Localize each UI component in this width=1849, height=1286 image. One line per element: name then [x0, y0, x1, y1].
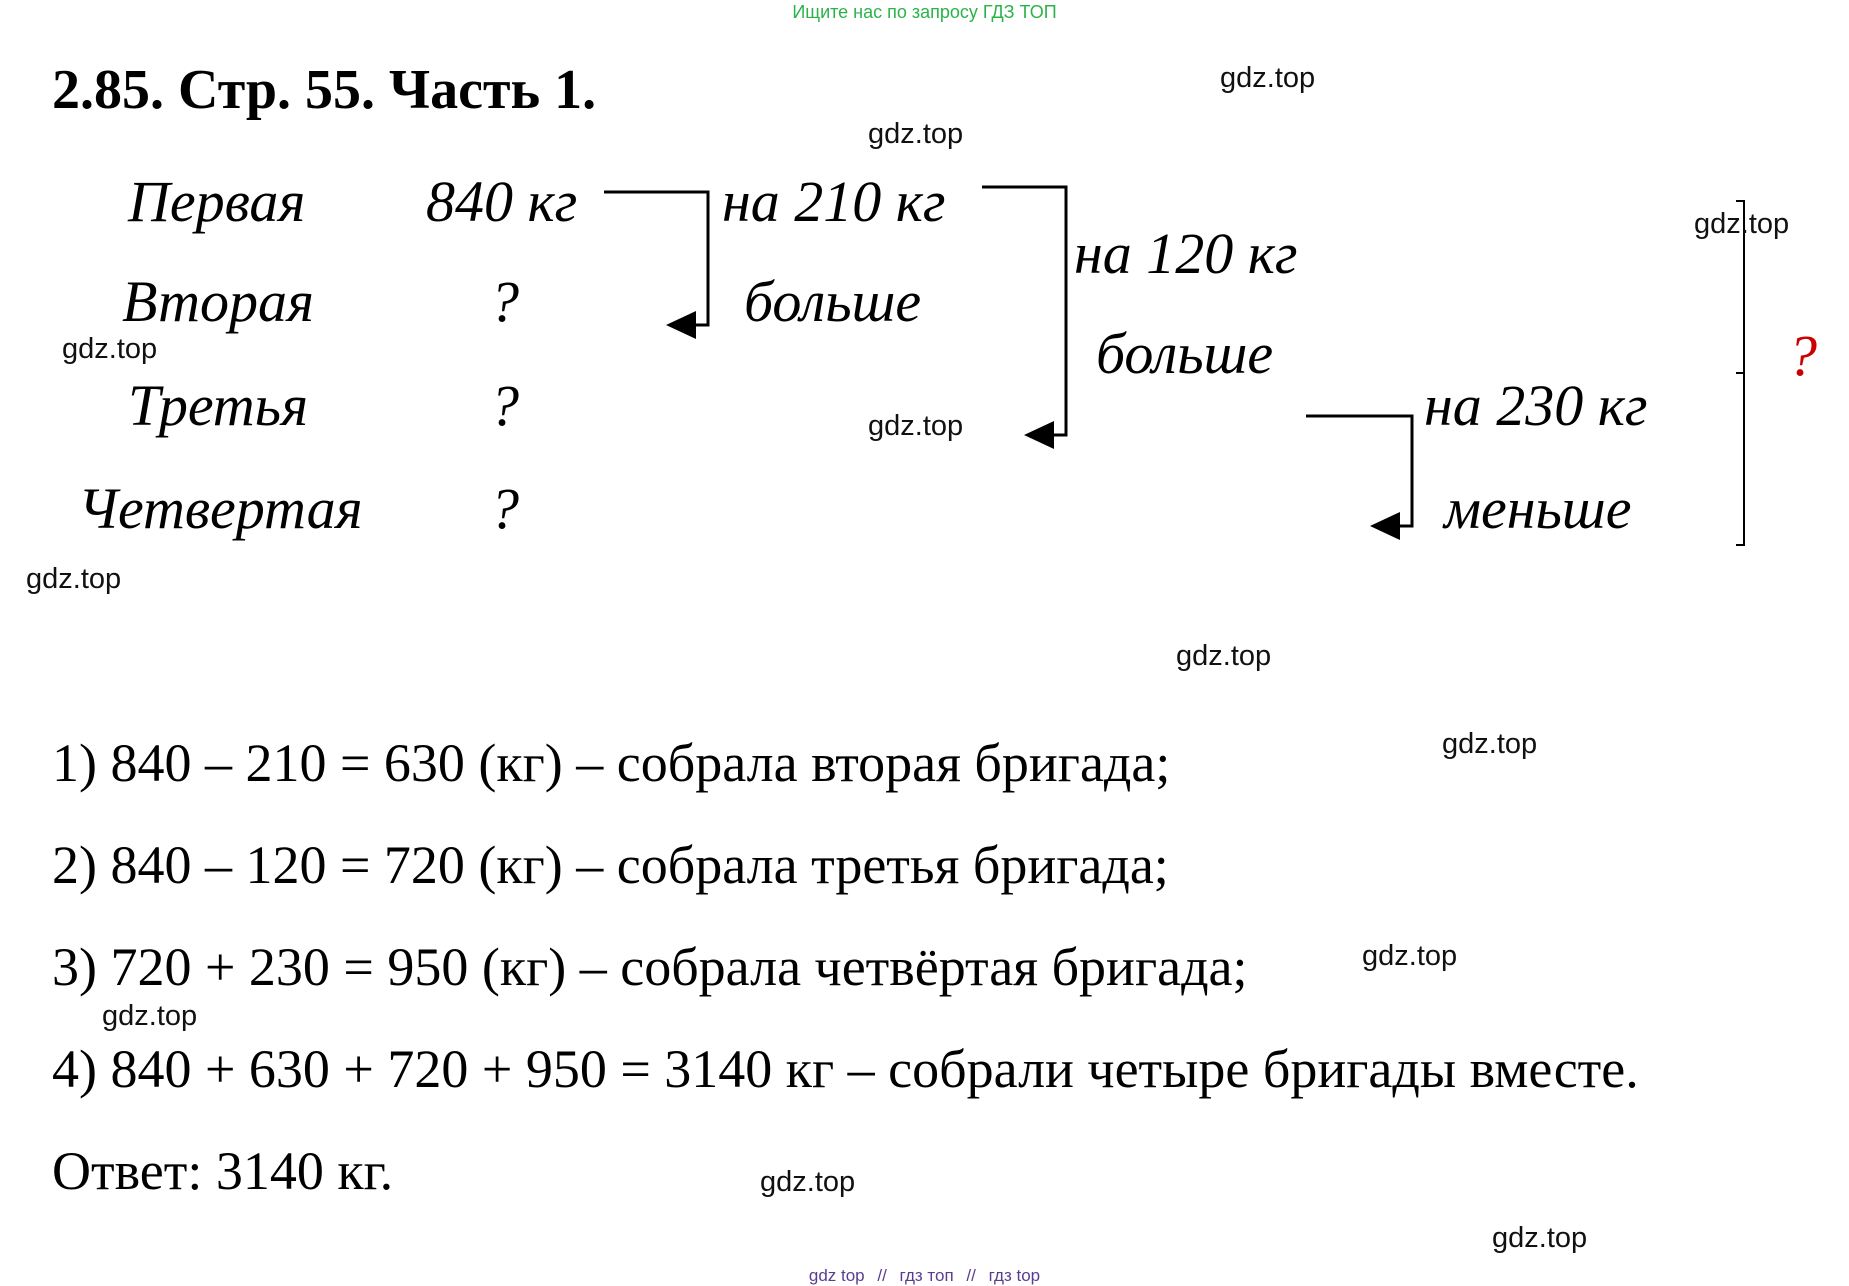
watermark: gdz.top [62, 333, 158, 365]
arrow-line-2 [982, 187, 1066, 435]
solution-step-2: 2) 840 – 120 = 720 (кг) – собрала третья бригада; [52, 835, 1169, 895]
solution-step-1: 1) 840 – 210 = 630 (кг) – собрала вторая бригада; [52, 733, 1171, 793]
watermark: gdz.top [1220, 62, 1316, 94]
arrow-line-1 [604, 192, 708, 325]
answer-line: Ответ: 3140 кг. [52, 1141, 394, 1201]
watermark: gdz.top [1362, 940, 1458, 972]
watermark: gdz.top [1442, 728, 1538, 760]
arrow-head-1 [666, 311, 696, 339]
relation-3-word: меньше [1444, 476, 1632, 541]
top-banner: Ищите нас по запросу ГДЗ ТОП [792, 2, 1057, 22]
bottom-link-separator: // [966, 1266, 976, 1285]
bottom-link-separator: // [877, 1266, 887, 1285]
total-question-mark: ? [1788, 323, 1817, 388]
watermark: gdz.top [1694, 208, 1790, 240]
relation-3-amount: на 230 кг [1424, 373, 1648, 438]
watermark: gdz.top [868, 118, 964, 150]
solution-step-4: 4) 840 + 630 + 720 + 950 = 3140 кг – собрали четыре бригады вместе. [52, 1039, 1639, 1099]
watermark: gdz.top [1492, 1222, 1588, 1254]
watermark: gdz.top [102, 1000, 198, 1032]
watermark: gdz.top [760, 1166, 856, 1198]
row-value-second: ? [490, 269, 519, 334]
bottom-link-2[interactable]: гдз топ [899, 1266, 954, 1285]
row-name-second: Вторая [122, 269, 314, 334]
arrow-head-3 [1370, 512, 1400, 540]
row-name-third: Третья [128, 373, 309, 438]
watermark: gdz.top [1176, 640, 1272, 672]
bottom-link-3[interactable]: гдз top [988, 1266, 1041, 1285]
row-name-fourth: Четвертая [78, 476, 363, 541]
watermark: gdz.top [868, 410, 964, 442]
row-value-fourth: ? [490, 476, 519, 541]
page-title: 2.85. Стр. 55. Часть 1. [52, 59, 597, 121]
arrow-head-2 [1024, 421, 1054, 449]
row-value-third: ? [490, 373, 519, 438]
row-value-first: 840 кг [426, 169, 578, 234]
watermark: gdz.top [26, 563, 122, 595]
row-name-first: Первая [128, 169, 306, 234]
bottom-links [0, 1266, 1849, 1286]
relation-1-word: больше [744, 269, 922, 334]
total-brace [1736, 201, 1744, 545]
solution-step-3: 3) 720 + 230 = 950 (кг) – собрала четвёртая бригада; [52, 937, 1248, 997]
relation-2-word: больше [1096, 321, 1274, 386]
relation-1-amount: на 210 кг [722, 169, 946, 234]
relation-2-amount: на 120 кг [1074, 221, 1298, 286]
arrow-line-3 [1306, 416, 1412, 526]
bottom-link-1[interactable]: gdz top [808, 1266, 865, 1285]
